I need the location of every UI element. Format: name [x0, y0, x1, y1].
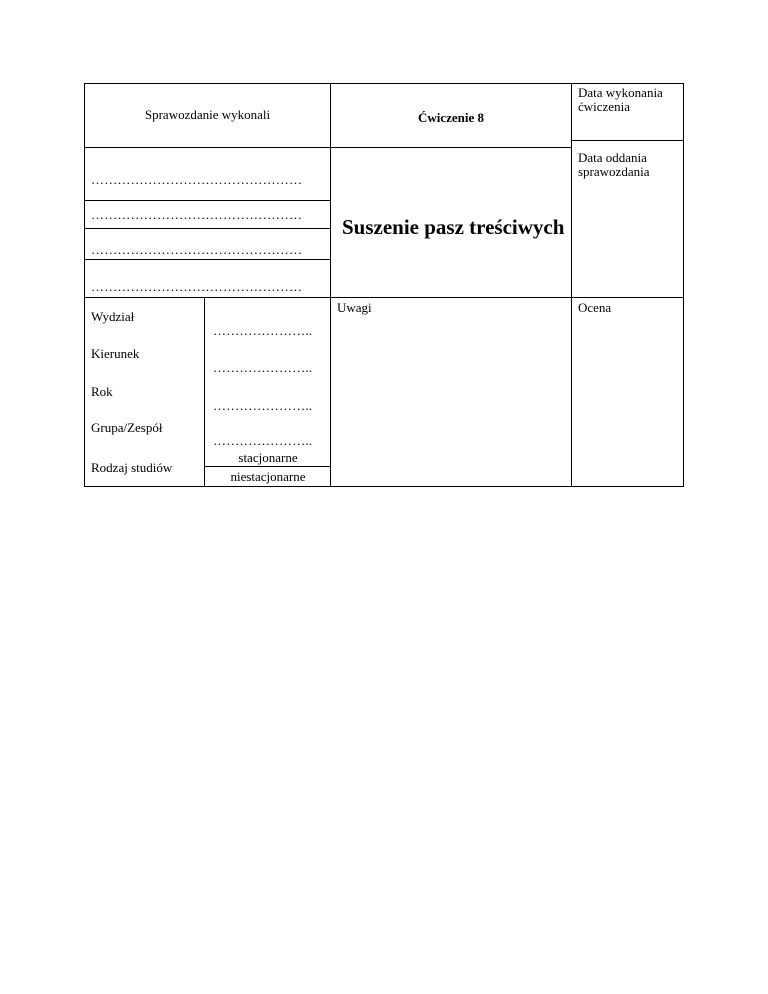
study-type-split-line — [204, 466, 331, 467]
name-line-3[interactable]: ………………………………………… — [91, 242, 303, 257]
study-type-full-time[interactable]: stacjonarne — [238, 450, 298, 465]
name-row-line-3 — [84, 259, 331, 260]
divider-right-col — [571, 83, 572, 487]
border-left — [84, 83, 85, 487]
divider-left-col — [330, 83, 331, 487]
name-row-line-2 — [84, 228, 331, 229]
field-value-year[interactable]: ………………….. — [213, 398, 313, 413]
submit-date-label-2: sprawozdania — [578, 164, 650, 179]
name-line-4[interactable]: ………………………………………… — [91, 279, 303, 294]
reporters-label: Sprawozdanie wykonali — [144, 107, 271, 122]
grade-label: Ocena — [578, 300, 612, 315]
field-label-group: Grupa/Zespół — [91, 420, 163, 435]
report-form — [84, 83, 684, 487]
submit-date-label-1: Data oddania — [578, 150, 647, 165]
exec-date-label-2: ćwiczenia — [578, 99, 630, 114]
notes-label: Uwagi — [337, 300, 372, 315]
field-value-major[interactable]: ………………….. — [213, 360, 313, 375]
field-label-year: Rok — [91, 384, 113, 399]
name-line-2[interactable]: ………………………………………… — [91, 207, 303, 222]
field-label-faculty: Wydział — [91, 309, 135, 324]
border-right — [683, 83, 684, 487]
exec-date-label-1: Data wykonania — [578, 85, 663, 100]
section-divider — [84, 297, 684, 298]
border-top — [84, 83, 684, 84]
exercise-title: Suszenie pasz treściwych — [342, 215, 565, 239]
name-row-line-1 — [84, 200, 331, 201]
study-type-label: Rodzaj studiów — [91, 460, 173, 475]
field-label-major: Kierunek — [91, 346, 140, 361]
header-bottom-line — [84, 147, 572, 148]
field-value-faculty[interactable]: ………………….. — [213, 323, 313, 338]
name-line-1[interactable]: ………………………………………… — [91, 172, 303, 187]
exercise-number: Ćwiczenie 8 — [417, 110, 485, 125]
border-bottom — [84, 486, 684, 487]
exec-date-bottom-line — [571, 140, 684, 141]
study-type-part-time[interactable]: niestacjonarne — [230, 469, 306, 484]
field-value-group[interactable]: ………………….. — [213, 433, 313, 448]
